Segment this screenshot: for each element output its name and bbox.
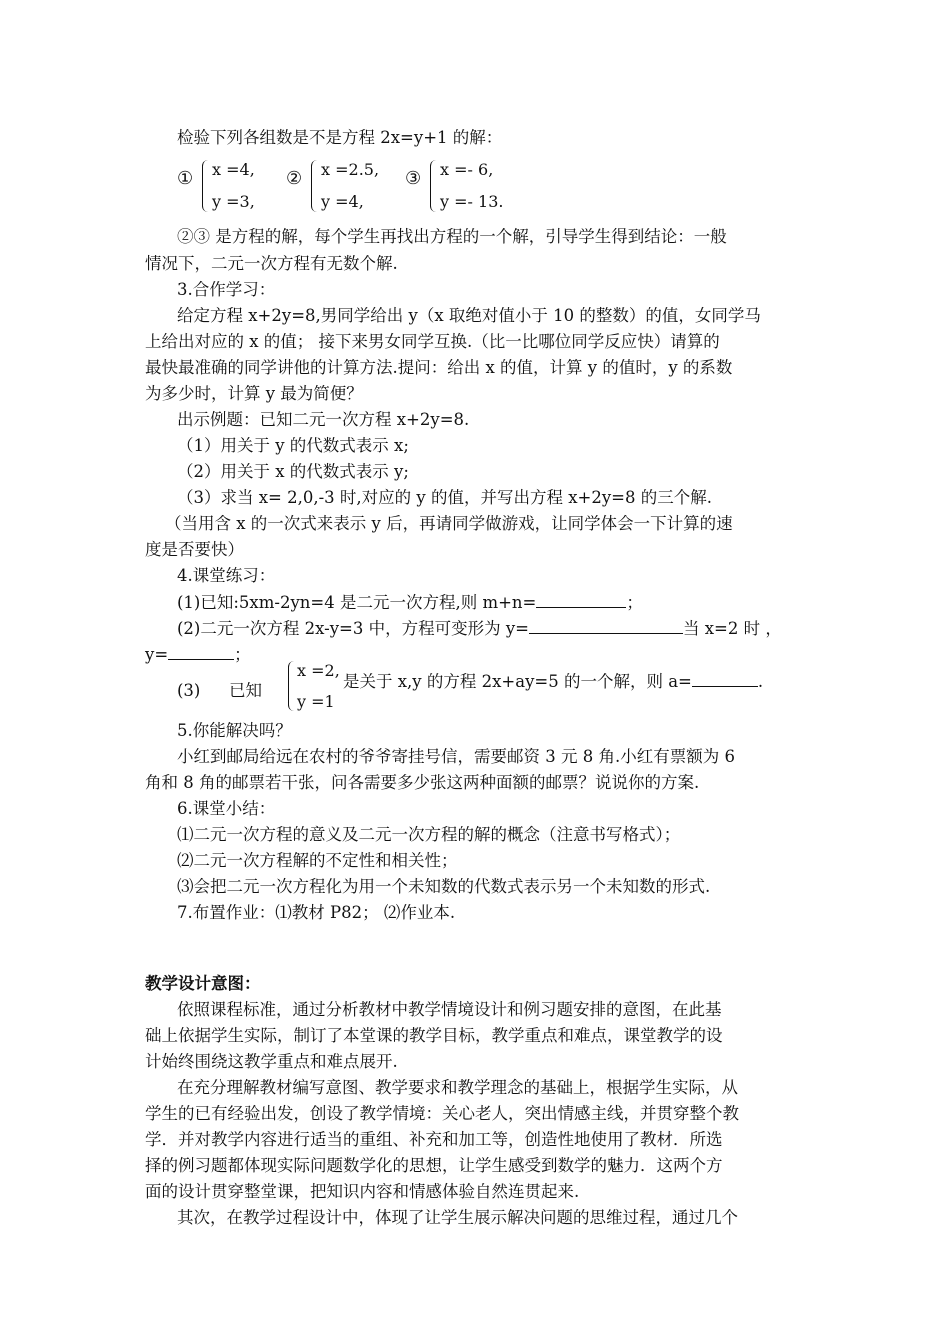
- summary-item-3: ⑶会把二元一次方程化为用一个未知数的代数式表示另一个未知数的形式.: [177, 877, 711, 896]
- exercise-3-eq1: x =2,: [297, 661, 340, 680]
- exercise-2-condition: 当 x=2 时 ，: [683, 619, 782, 638]
- section-5-title: 5.你能解决吗？: [177, 721, 292, 740]
- section-3-title: 3.合作学习：: [177, 280, 276, 299]
- exercise-1-blank[interactable]: [536, 591, 626, 608]
- section-3-line-2: 上给出对应的 x 的值； 接下来男女同学互换.（比一比哪位同学反应快）请算的: [145, 332, 720, 351]
- exercise-1-end: ；: [626, 593, 643, 612]
- example-note-line-2: 度是否要快）: [145, 540, 244, 559]
- exercise-3-text: 是关于 x,y 的方程 2x+ay=5 的一个解，则 a=: [343, 672, 692, 691]
- exercise-2: [177, 617, 782, 640]
- system-3-eq2: y =- 13.: [440, 192, 504, 211]
- design-para-2-line-2: 学生的已有经验出发，创设了教学情境：关心老人，突出情感主线，并贯穿整个教: [145, 1104, 739, 1123]
- section-7-title: 7.布置作业：⑴教材 P82； ⑵作业本.: [177, 903, 456, 922]
- system-3-marker: ③: [405, 168, 422, 189]
- summary-item-2: ⑵二元一次方程解的不定性和相关性；: [177, 851, 458, 870]
- system-1-eq2: y =3,: [212, 192, 255, 211]
- section-3-line-3: 最快最准确的同学讲他的计算方法.提问：给出 x 的值，计算 y 的值时，y 的系数: [145, 358, 733, 377]
- exercise-2-text: (2)二元一次方程 2x-y=3 中，方程可变形为 y=: [177, 619, 529, 638]
- system-1-marker: ①: [177, 168, 194, 189]
- section-5-line-1: 小红到邮局给远在农村的爷爷寄挂号信，需要邮资 3 元 8 角.小红有票额为 6: [177, 747, 735, 766]
- design-heading: 教学设计意图：: [145, 974, 261, 993]
- example-question-1: （1）用关于 y 的代数式表示 x;: [177, 436, 409, 455]
- design-para-1-line-3: 计始终围绕这教学重点和难点展开.: [145, 1052, 398, 1071]
- system-2-brace: [311, 160, 320, 212]
- example-line: 出示例题：已知二元一次方程 x+2y=8.: [177, 410, 470, 429]
- design-para-1-line-2: 础上依据学生实际，制订了本堂课的教学目标，教学重点和难点，课堂教学的设: [145, 1026, 723, 1045]
- intro-text: 检验下列各组数是不是方程 2x=y+1 的解：: [177, 128, 503, 147]
- exercise-2-end: ；: [234, 645, 251, 664]
- conclusion-line-1: ②③ 是方程的解，每个学生再找出方程的一个解，引导学生得到结论：一般: [177, 227, 727, 246]
- system-3-brace: [430, 160, 439, 212]
- section-3-line-1: 给定方程 x+2y=8,男同学给出 y（x 取绝对值小于 10 的整数）的值，女同学马: [177, 306, 761, 325]
- exercise-3-marker: (3): [177, 681, 201, 700]
- system-2-eq1: x =2.5,: [321, 160, 380, 179]
- exercise-3-known: 已知: [229, 681, 262, 700]
- exercise-1: [177, 591, 643, 614]
- design-para-2-line-3: 学．并对教学内容进行适当的重组、补充和加工等，创造性地使用了教材．所选: [145, 1130, 723, 1149]
- summary-item-1: ⑴二元一次方程的意义及二元一次方程的解的概念（注意书写格式）；: [177, 825, 681, 844]
- example-question-2: （2）用关于 x 的代数式表示 y;: [177, 462, 409, 481]
- exercise-3-brace: [288, 661, 297, 711]
- conclusion-line-2: 情况下，二元一次方程有无数个解.: [145, 254, 398, 273]
- exercise-3-eq2: y =1: [297, 692, 335, 711]
- system-2-eq2: y =4,: [321, 192, 364, 211]
- exercise-3-blank[interactable]: [692, 670, 758, 687]
- design-para-2-line-4: 择的例习题都体现实际问题数学化的思想，让学生感受到数学的魅力．这两个方: [145, 1156, 723, 1175]
- exercise-3-end: .: [757, 672, 764, 691]
- example-note-line-1: （当用含 x 的一次式来表示 y 后，再请同学做游戏，让同学体会一下计算的速: [165, 514, 733, 533]
- design-para-1-line-1: 依照课程标准，通过分析教材中教学情境设计和例习题安排的意图，在此基: [177, 1000, 722, 1019]
- system-2-marker: ②: [286, 168, 303, 189]
- design-para-2-line-5: 面的设计贯穿整堂课，把知识内容和情感体验自然连贯起来.: [145, 1182, 580, 1201]
- example-question-3: （3）求当 x= 2,0,-3 时,对应的 y 的值，并写出方程 x+2y=8 的三个解.: [177, 488, 712, 507]
- exercise-2-y-label: y=: [145, 645, 169, 664]
- exercise-2-blank-1[interactable]: [529, 617, 683, 634]
- exercise-2-cont: [145, 643, 251, 666]
- system-1-eq1: x =4,: [212, 160, 255, 179]
- section-5-line-2: 角和 8 角的邮票若干张，问各需要多少张这两种面额的邮票？说说你的方案.: [145, 773, 700, 792]
- exercise-1-text: (1)已知:5xm-2yn=4 是二元一次方程,则 m+n=: [177, 593, 537, 612]
- section-3-line-4: 为多少时，计算 y 最为简便？: [145, 384, 363, 403]
- design-para-2-line-1: 在充分理解教材编写意图、教学要求和教学理念的基础上，根据学生实际，从: [177, 1078, 738, 1097]
- exercise-2-blank-2[interactable]: [168, 643, 234, 660]
- exercise-3-text-row: [343, 670, 763, 693]
- section-4-title: 4.课堂练习：: [177, 566, 276, 585]
- system-3-eq1: x =- 6,: [440, 160, 494, 179]
- section-6-title: 6.课堂小结：: [177, 799, 276, 818]
- design-para-3-line-1: 其次，在教学过程设计中，体现了让学生展示解决问题的思维过程，通过几个: [177, 1208, 738, 1227]
- system-1-brace: [202, 160, 211, 212]
